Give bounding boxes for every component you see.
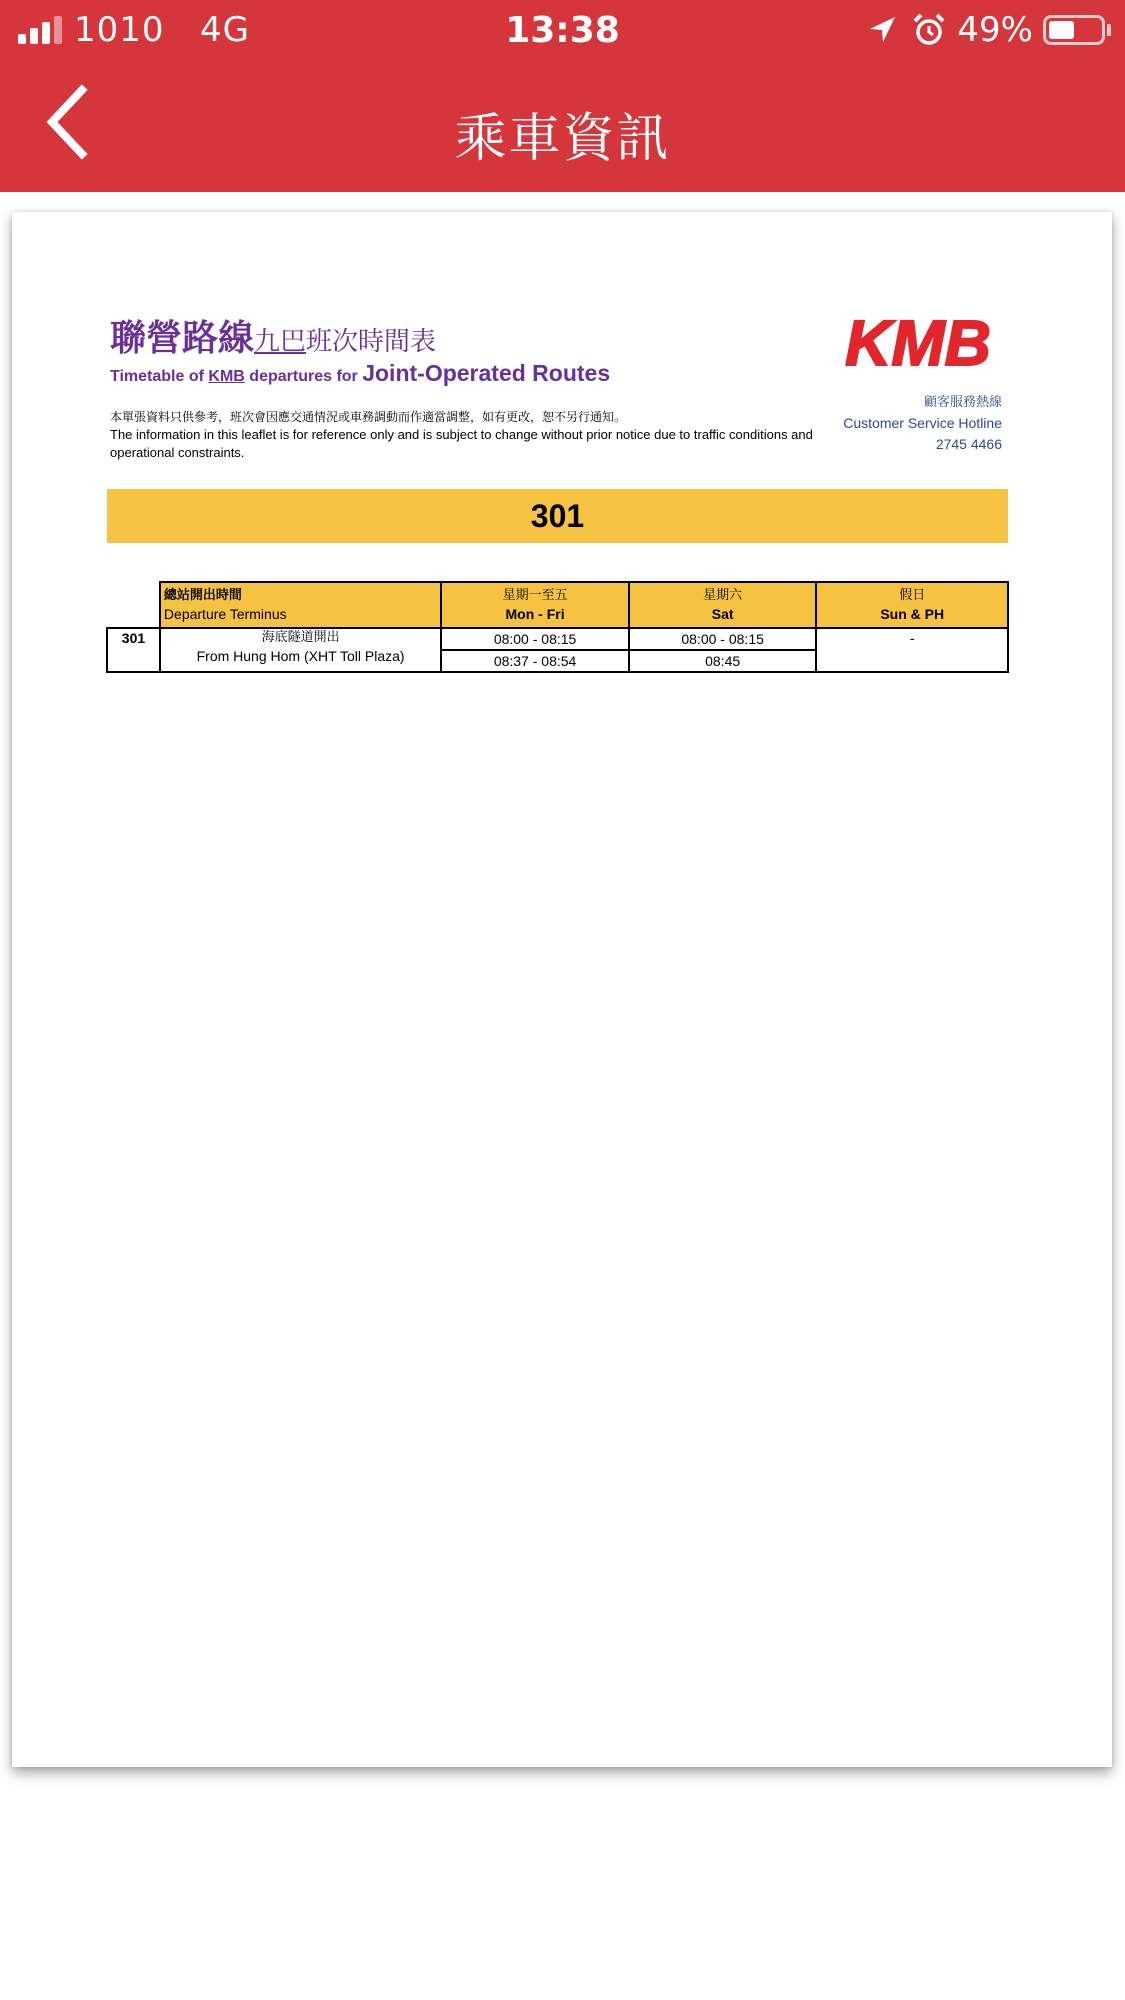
timetable <box>106 581 1009 673</box>
header-sunph-zh: 假日 <box>899 588 926 603</box>
sat-time-1: 08:00 - 08:15 <box>629 628 817 650</box>
status-bar <box>0 0 1125 62</box>
header-sat <box>629 582 817 628</box>
hotline-number[interactable]: 2745 4466 <box>935 436 1002 452</box>
sat-time-2: 08:45 <box>629 650 817 672</box>
alarm-icon <box>911 12 947 48</box>
location-arrow-icon <box>867 15 897 45</box>
monfri-time-1: 08:00 - 08:15 <box>441 628 629 650</box>
title-zh-rest: 班次時間表 <box>306 327 437 357</box>
header-sunph <box>816 582 1008 628</box>
header-monfri-en: Mon - Fri <box>505 606 565 622</box>
timetable-header-row <box>107 582 1008 628</box>
header-monfri <box>441 582 629 628</box>
departure-from <box>160 628 441 672</box>
header-terminus-en: Departure Terminus <box>163 606 287 622</box>
disclaimer <box>110 408 830 462</box>
header-blank <box>107 582 160 628</box>
monfri-time-2: 08:37 - 08:54 <box>441 650 629 672</box>
departure-from-en: From Hung Hom (XHT Toll Plaza) <box>196 648 405 664</box>
network-type: 4G <box>199 10 250 50</box>
app-header <box>0 0 1125 192</box>
battery-percent: 49% <box>957 10 1033 50</box>
table-row <box>107 628 1008 650</box>
leaflet-title-en <box>110 360 610 387</box>
timetable-leaflet[interactable] <box>12 212 1112 1767</box>
header-sat-en: Sat <box>711 606 734 622</box>
header-sunph-en: Sun & PH <box>880 606 945 622</box>
hotline-zh: 顧客服務熱線 <box>923 395 1002 410</box>
kmb-logo-text: KMB <box>845 310 991 372</box>
route-banner: 301 <box>107 489 1008 543</box>
title-zh-operator: 九巴 <box>254 327 307 357</box>
header-sat-zh: 星期六 <box>703 588 743 603</box>
disclaimer-en: The information in this leaflet is for reference only and is subject to change without prior notice due to traffic conditions and operational constraints. <box>110 427 813 460</box>
header-terminus <box>160 582 441 628</box>
battery-level <box>1049 21 1074 39</box>
sunph-time: - <box>816 628 1008 672</box>
departure-from-zh: 海底隧道開出 <box>261 630 340 645</box>
status-right <box>867 8 1111 52</box>
disclaimer-zh: 本單張資料只供參考，班次會因應交通情況或車務調動而作適當調整，如有更改，恕不另行通知。 <box>110 410 627 424</box>
battery-icon <box>1043 15 1105 45</box>
route-number: 301 <box>107 628 160 672</box>
customer-hotline <box>843 392 1002 455</box>
title-en-prefix: Timetable of <box>110 368 204 385</box>
header-monfri-zh: 星期一至五 <box>502 588 568 603</box>
leaflet-title-zh <box>110 310 436 361</box>
title-en-middle: departures for <box>249 368 358 385</box>
header-terminus-zh: 總站開出時間 <box>163 588 242 603</box>
battery-tip <box>1107 24 1111 36</box>
carrier-name: 1010 <box>74 10 165 50</box>
kmb-logo <box>844 310 992 372</box>
hotline-en: Customer Service Hotline <box>843 415 1002 431</box>
page-title: 乘車資訊 <box>454 109 671 169</box>
title-zh-main: 聯營路線 <box>110 318 255 359</box>
title-en-operator: KMB <box>208 368 245 385</box>
status-time: 13:38 <box>505 10 620 51</box>
title-en-highlight: Joint-Operated Routes <box>362 360 611 386</box>
